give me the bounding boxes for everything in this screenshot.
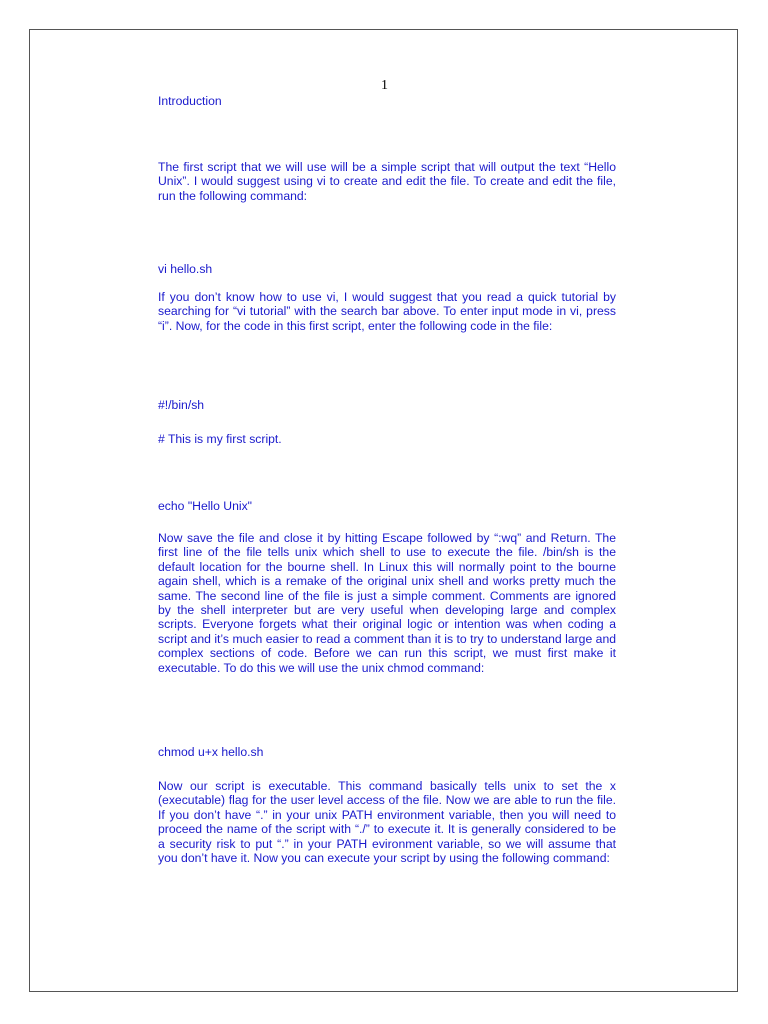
paragraph-intro: The first script that we will use will be a simple script that will output the text “Hello Unix”. I would suggest using vi to create and edit the file. To create and edit the file, run the following command: [158, 160, 616, 203]
code-line-chmod: chmod u+x hello.sh [158, 745, 264, 759]
paragraph-vi-tutorial: If you don’t know how to use vi, I would suggest that you read a quick tutorial by searching for “vi tutorial” with the search bar above. To enter input mode in vi, press “i”. Now, for the code in this first script, enter the following code in the file: [158, 290, 616, 333]
code-line-echo: echo "Hello Unix" [158, 499, 253, 513]
code-line-vi: vi hello.sh [158, 262, 213, 276]
paragraph-executable: Now our script is executable. This command basically tells unix to set the x (executable) flag for the user level access of the file. Now we are able to run the file. If you don’t have “.” in your unix PATH environment variable, then you will need to proceed the name of the script with “./” to execute it. It is generally considered to be a security risk to put “.” in your PATH evironment variable, so we will assume that you don’t have it. Now you can execute your script by using the following command: [158, 779, 616, 866]
code-line-comment: # This is my first script. [158, 432, 282, 446]
page-number: 1 [381, 78, 388, 93]
code-line-shebang: #!/bin/sh [158, 398, 205, 412]
paragraph-explanation: Now save the file and close it by hitting Escape followed by “:wq” and Return. The first line of the file tells unix which shell to use to execute the file. /bin/sh is the default location for the bourne shell. In Linux this will normally point to the bourne again shell, which is a remake of the original unix shell and works pretty much the same. The second line of the file is just a simple comment. Comments are ignored by the shell interpreter but are very useful when developing large and complex scripts. Everyone forgets what their original logic or intention was when coding a script and it’s much easier to read a comment than it is to try to understand large and complex sections of code. Before we can run this script, we must first make it executable. To do this we will use the unix chmod command: [158, 531, 616, 675]
section-heading: Introduction [158, 94, 222, 108]
